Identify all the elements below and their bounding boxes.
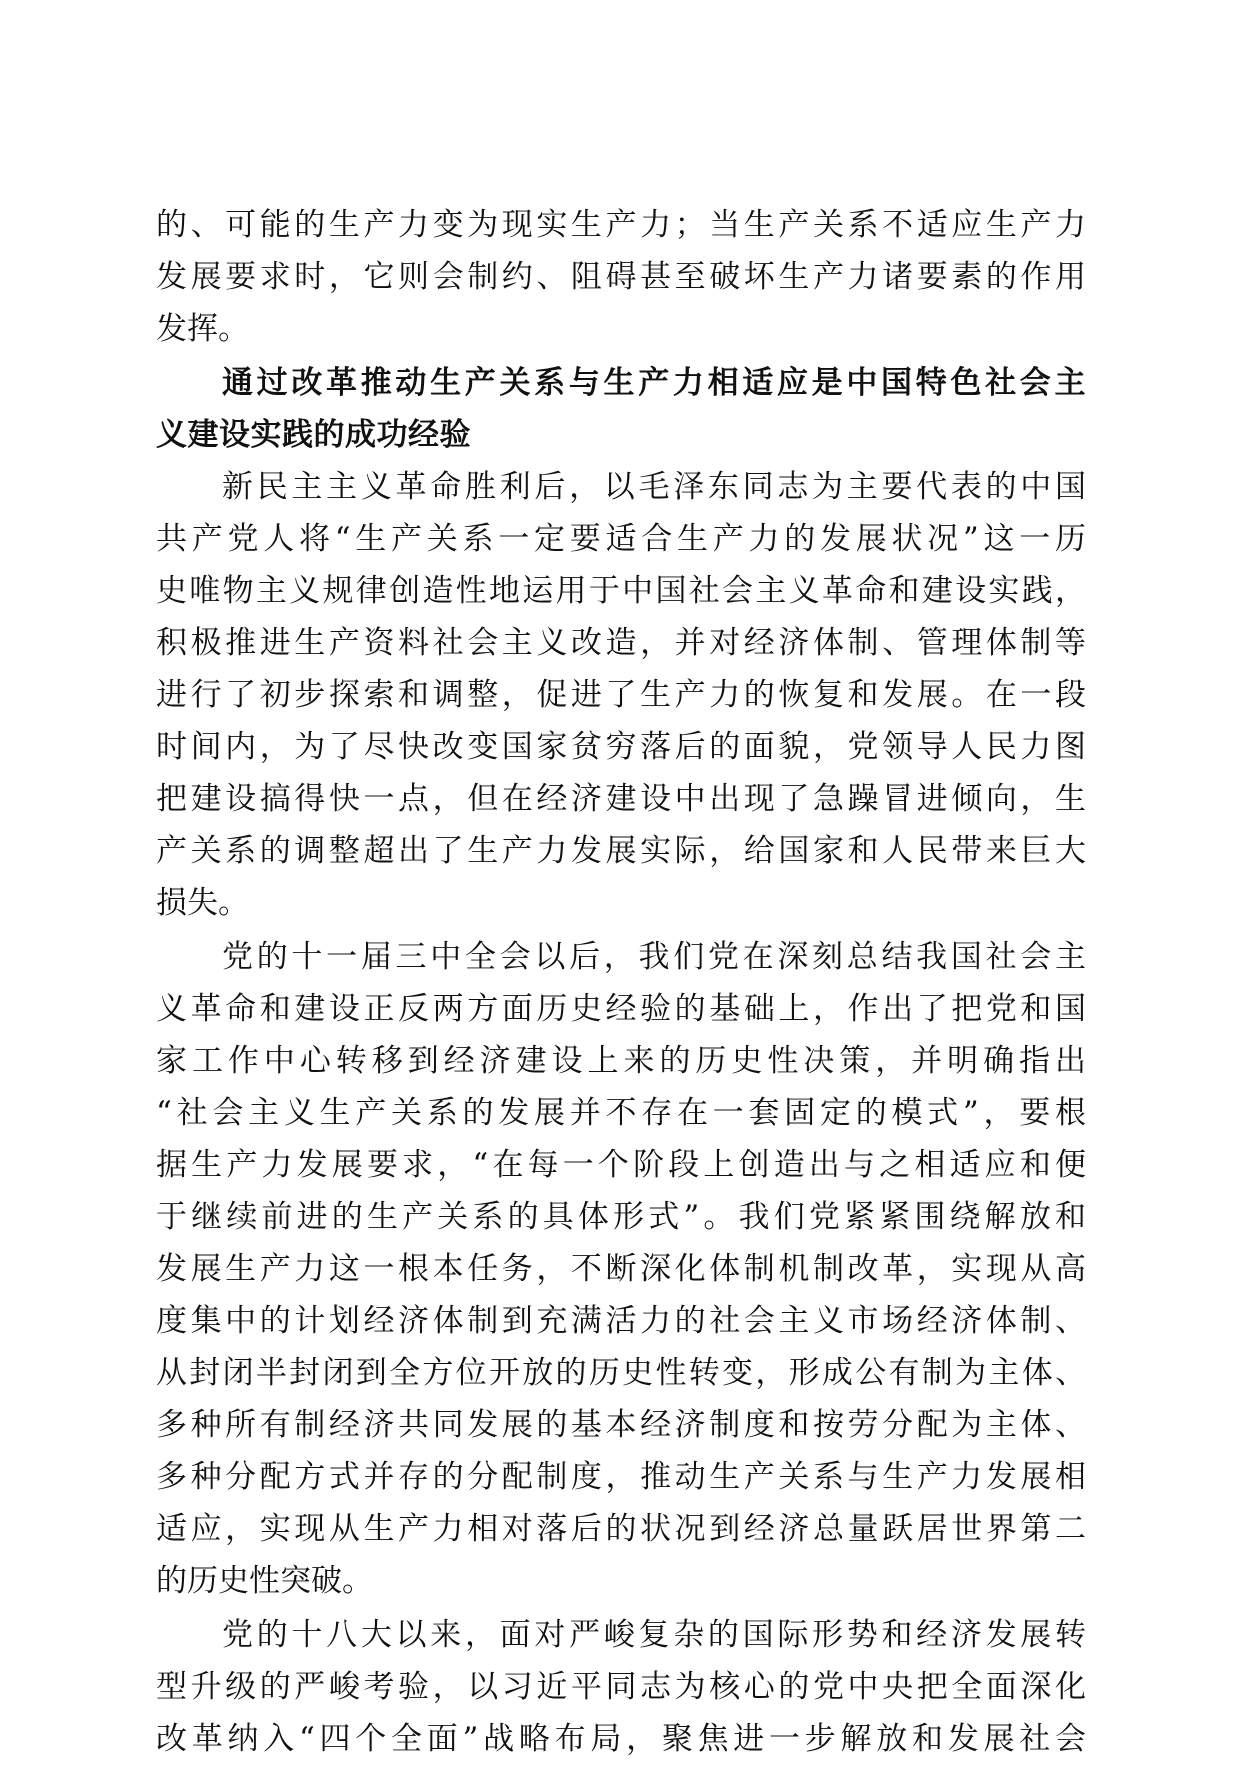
text-line: 时间内，为了尽快改变国家贫穷落后的面貌，党领导人民力图 (156, 729, 1086, 765)
text-line: 适应，实现从生产力相对落后的状况到经济总量跃居世界第二 (156, 1511, 1086, 1547)
text-line: 家工作中心转移到经济建设上来的历史性决策，并明确指出 (156, 1043, 1086, 1079)
text-line: 产关系的调整超出了生产力发展实际，给国家和人民带来巨大 (156, 833, 1086, 869)
text-line: 史唯物主义规律创造性地运用于中国社会主义革命和建设实践， (156, 573, 1086, 609)
text-line: 党的十八大以来，面对严峻复杂的国际形势和经济发展转 (222, 1617, 1086, 1653)
text-line: 于继续前进的生产关系的具体形式”。我们党紧紧围绕解放和 (156, 1199, 1086, 1235)
text-line: 的历史性突破。 (156, 1563, 373, 1599)
text-line: 据生产力发展要求，“在每一个阶段上创造出与之相适应和便 (156, 1147, 1086, 1183)
text-line: 改革纳入“四个全面”战略布局，聚焦进一步解放和发展社会 (156, 1721, 1086, 1757)
section-heading-line: 通过改革推动生产关系与生产力相适应是中国特色社会主 (222, 365, 1086, 401)
text-line: 共产党人将“生产关系一定要适合生产力的发展状况”这一历 (156, 521, 1086, 557)
text-line: 从封闭半封闭到全方位开放的历史性转变，形成公有制为主体、 (156, 1355, 1086, 1391)
text-line: 的、可能的生产力变为现实生产力；当生产关系不适应生产力 (156, 207, 1086, 243)
text-line: “社会主义生产关系的发展并不存在一套固定的模式”，要根 (156, 1095, 1086, 1131)
text-line: 积极推进生产资料社会主义改造，并对经济体制、管理体制等 (156, 625, 1086, 661)
text-line: 发展生产力这一根本任务，不断深化体制机制改革，实现从高 (156, 1251, 1086, 1287)
text-line: 党的十一届三中全会以后，我们党在深刻总结我国社会主 (222, 939, 1086, 975)
text-line: 多种分配方式并存的分配制度，推动生产关系与生产力发展相 (156, 1459, 1086, 1495)
text-line: 把建设搞得快一点，但在经济建设中出现了急躁冒进倾向，生 (156, 781, 1086, 817)
text-line: 发挥。 (156, 311, 249, 347)
section-heading-line: 义建设实践的成功经验 (156, 417, 471, 453)
text-line: 发展要求时，它则会制约、阻碍甚至破坏生产力诸要素的作用 (156, 259, 1086, 295)
text-line: 义革命和建设正反两方面历史经验的基础上，作出了把党和国 (156, 991, 1086, 1027)
text-line: 多种所有制经济共同发展的基本经济制度和按劳分配为主体、 (156, 1407, 1086, 1443)
text-line: 进行了初步探索和调整，促进了生产力的恢复和发展。在一段 (156, 677, 1086, 713)
text-line: 损失。 (156, 885, 249, 921)
text-line: 新民主主义革命胜利后，以毛泽东同志为主要代表的中国 (222, 469, 1086, 505)
text-line: 型升级的严峻考验，以习近平同志为核心的党中央把全面深化 (156, 1669, 1086, 1705)
text-line: 度集中的计划经济体制到充满活力的社会主义市场经济体制、 (156, 1303, 1086, 1339)
